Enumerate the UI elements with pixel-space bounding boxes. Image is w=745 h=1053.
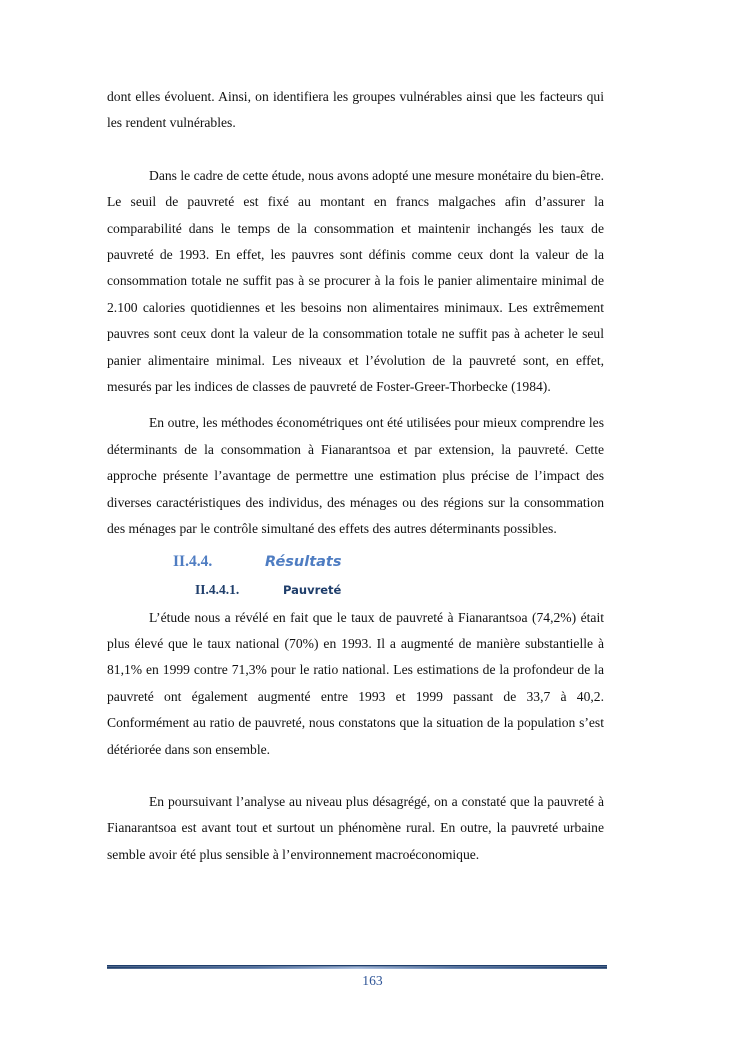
section-title: Résultats <box>265 553 342 570</box>
page-number: 163 <box>362 973 383 988</box>
paragraph-2: Dans le cadre de cette étude, nous avons adopté une mesure monétaire du bien-être. Le seuil de pauvreté est fixé au montant en francs malgaches afin d’assurer la comparabilité dans le temps de la consommation et maintenir inchangés les taux de pauvreté de 1993. En effet, les pauvres sont définis comme ceux dont la valeur de la consommation totale ne suffit pas à se procurer à la fois le panier alimentaire minimal de 2.100 calories quotidiennes et les besoins non alimentaires minimaux. Les extrêmement pauvres sont ceux dont la valeur de la consommation totale ne suffit pas à acheter le seul panier alimentaire minimal. Les niveaux et l’évolution de la pauvreté sont, en effet, mesurés par les indices de classes de pauvreté de Foster-Greer-Thorbecke (1984). <box>107 167 604 395</box>
document-body <box>107 84 604 868</box>
subsection-title: Pauvreté <box>283 582 342 597</box>
section-number: II.4.4. <box>173 552 213 570</box>
paragraph-1: dont elles évoluent. Ainsi, on identifiera les groupes vulnérables ainsi que les facteurs qui les rendent vulnérables. <box>107 89 604 131</box>
subsection-heading <box>107 579 604 601</box>
footer-rule <box>107 965 607 969</box>
paragraph-5: En poursuivant l’analyse au niveau plus désagrégé, on a constaté que la pauvreté à Fianarantsoa est avant tout et surtout un phénomène rural. En outre, la pauvreté urbaine semble avoir été plus sensible à l’environnement macroéconomique. <box>107 793 604 862</box>
paragraph-4: L’étude nous a révélé en fait que le taux de pauvreté à Fianarantsoa (74,2%) était plus élevé que le taux national (70%) en 1993. Il a augmenté de manière substantielle à 81,1% en 1999 contre 71,3% pour le ratio national. Les estimations de la profondeur de la pauvreté ont également augmenté entre 1993 et 1999 passant de 33,7 à 40,2. Conformément au ratio de pauvreté, nous constatons que la situation de la population s’est détériorée dans son ensemble. <box>107 609 604 757</box>
section-heading <box>107 549 604 575</box>
paragraph-3: En outre, les méthodes économétriques ont été utilisées pour mieux comprendre les déterminants de la consommation à Fianarantsoa et par extension, la pauvreté. Cette approche présente l’avantage de permettre une estimation plus précise de l’impact des diverses caractéristiques des individus, des ménages ou des régions sur la consommation des ménages par le contrôle simultané des effets des autres déterminants possibles. <box>107 415 604 537</box>
subsection-number: II.4.4.1. <box>195 581 240 597</box>
